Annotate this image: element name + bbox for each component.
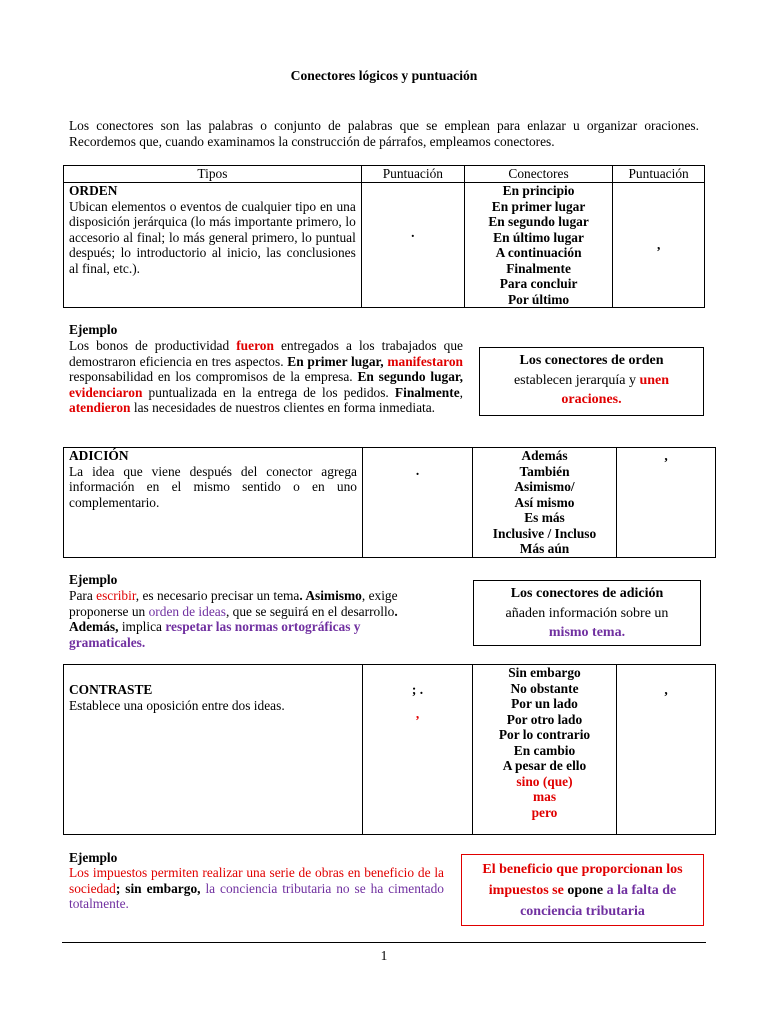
adicion-connectors	[473, 448, 617, 558]
connector-item: En cambio	[513, 742, 576, 758]
adicion-example-text: Para escribir, es necesario precisar un tema. Asimismo, exige proponerse un orden de ideas, que se seguirá en el desarrollo. Además, implica respetar las normas ortográficas y gramaticales.	[69, 588, 398, 650]
contraste-desc: Establece una oposición entre dos ideas.	[69, 697, 285, 713]
connector-item: A pesar de ello	[502, 758, 587, 773]
orden-example-text: Los bonos de productividad fueron entregados a los trabajados que demostraron eficiencia en tres aspectos. En primer lugar, manifestaron responsabilidad en los compromisos de la empresa. En segundo lugar, evidenciaron puntualizada en la entrega de los pedidos. Finalmente, atendieron las necesidades de nuestros clientes en forma inmediata.	[69, 338, 464, 415]
connector-item: sino (que)	[516, 773, 573, 789]
orden-desc: Ubican elementos o eventos de cualquier tipo en una disposición jerárquica (lo más importante primero, lo accesorio al final; lo más general primero, lo puntual después; lo introductorio al inicio, las conclusiones al final, etc.).	[69, 198, 356, 276]
orden-example-label: Ejemplo	[69, 322, 118, 337]
contraste-name: CONTRASTE	[69, 682, 153, 697]
connector-item: En primer lugar	[491, 198, 586, 214]
connector-item: Asimismo/	[514, 479, 575, 494]
orden-table	[63, 165, 705, 308]
connector-item: Por lo contrario	[498, 727, 591, 742]
connector-item: Por último	[507, 291, 570, 307]
contraste-connectors	[473, 665, 617, 835]
contraste-example-label: Ejemplo	[69, 850, 118, 865]
adicion-name: ADICIÓN	[69, 448, 129, 463]
connector-item: Así mismo	[514, 494, 575, 510]
connector-item: También	[519, 463, 570, 479]
contraste-table	[63, 664, 716, 835]
adicion-summary-box: Los conectores de adición añaden información sobre un mismo tema.	[473, 580, 701, 646]
connector-item: No obstante	[510, 680, 579, 696]
contraste-example-text: Los impuestos permiten realizar una serie de obras en beneficio de la sociedad; sin embargo, la conciencia tributaria no se ha cimentado totalmente.	[69, 865, 444, 911]
orden-punct-after: ,	[613, 183, 705, 308]
contraste-punct-before: ; .	[411, 682, 424, 697]
connector-item: En último lugar	[493, 229, 584, 245]
orden-summary-box: Los conectores de orden establecen jerarquía y unen oraciones.	[479, 347, 704, 416]
connector-item: Más aún	[519, 541, 570, 556]
connector-item: Para concluir	[499, 276, 578, 291]
connector-item: Finalmente	[506, 260, 571, 276]
orden-punct-before: .	[361, 183, 464, 308]
connector-item: Sin embargo	[508, 665, 581, 680]
footer-divider	[62, 942, 706, 943]
header-tipos: Tipos	[64, 166, 362, 183]
connector-item: En principio	[502, 183, 575, 198]
connector-item: Además	[521, 448, 568, 463]
connector-item: A continuación	[495, 245, 582, 260]
connector-item: En segundo lugar	[488, 214, 589, 229]
connector-item: mas	[532, 789, 557, 804]
contraste-summary-box: El beneficio que proporcionan los impuestos se opone a la falta de conciencia tributaria	[461, 854, 704, 926]
intro-paragraph: Los conectores son las palabras o conjunto de palabras que se emplean para enlazar u organizar oraciones. Recordemos que, cuando examinamos la construcción de párrafos, empleamos conectores.	[69, 118, 699, 149]
connector-item: Por un lado	[511, 696, 578, 711]
header-conectores: Conectores	[464, 166, 612, 183]
orden-connectors	[464, 183, 612, 308]
orden-name: ORDEN	[69, 183, 118, 198]
adicion-punct-after: ,	[617, 448, 716, 558]
contraste-punct-after: ,	[617, 665, 716, 835]
header-puntuacion-1: Puntuación	[361, 166, 464, 183]
connector-item: Por otro lado	[506, 711, 583, 727]
header-puntuacion-2: Puntuación	[613, 166, 705, 183]
page-number: 1	[380, 948, 388, 963]
adicion-example-label: Ejemplo	[69, 572, 118, 587]
adicion-desc: La idea que viene después del conector agrega información en el mismo sentido o en uno complementario.	[69, 463, 357, 510]
connector-item: pero	[531, 804, 558, 820]
contraste-punct-before-alt: ,	[415, 705, 420, 721]
connector-item: Inclusive / Incluso	[492, 525, 597, 541]
page-title: Conectores lógicos y puntuación	[290, 68, 478, 83]
adicion-punct-before: .	[363, 448, 473, 558]
connector-item: Es más	[524, 510, 565, 525]
adicion-table	[63, 447, 716, 558]
